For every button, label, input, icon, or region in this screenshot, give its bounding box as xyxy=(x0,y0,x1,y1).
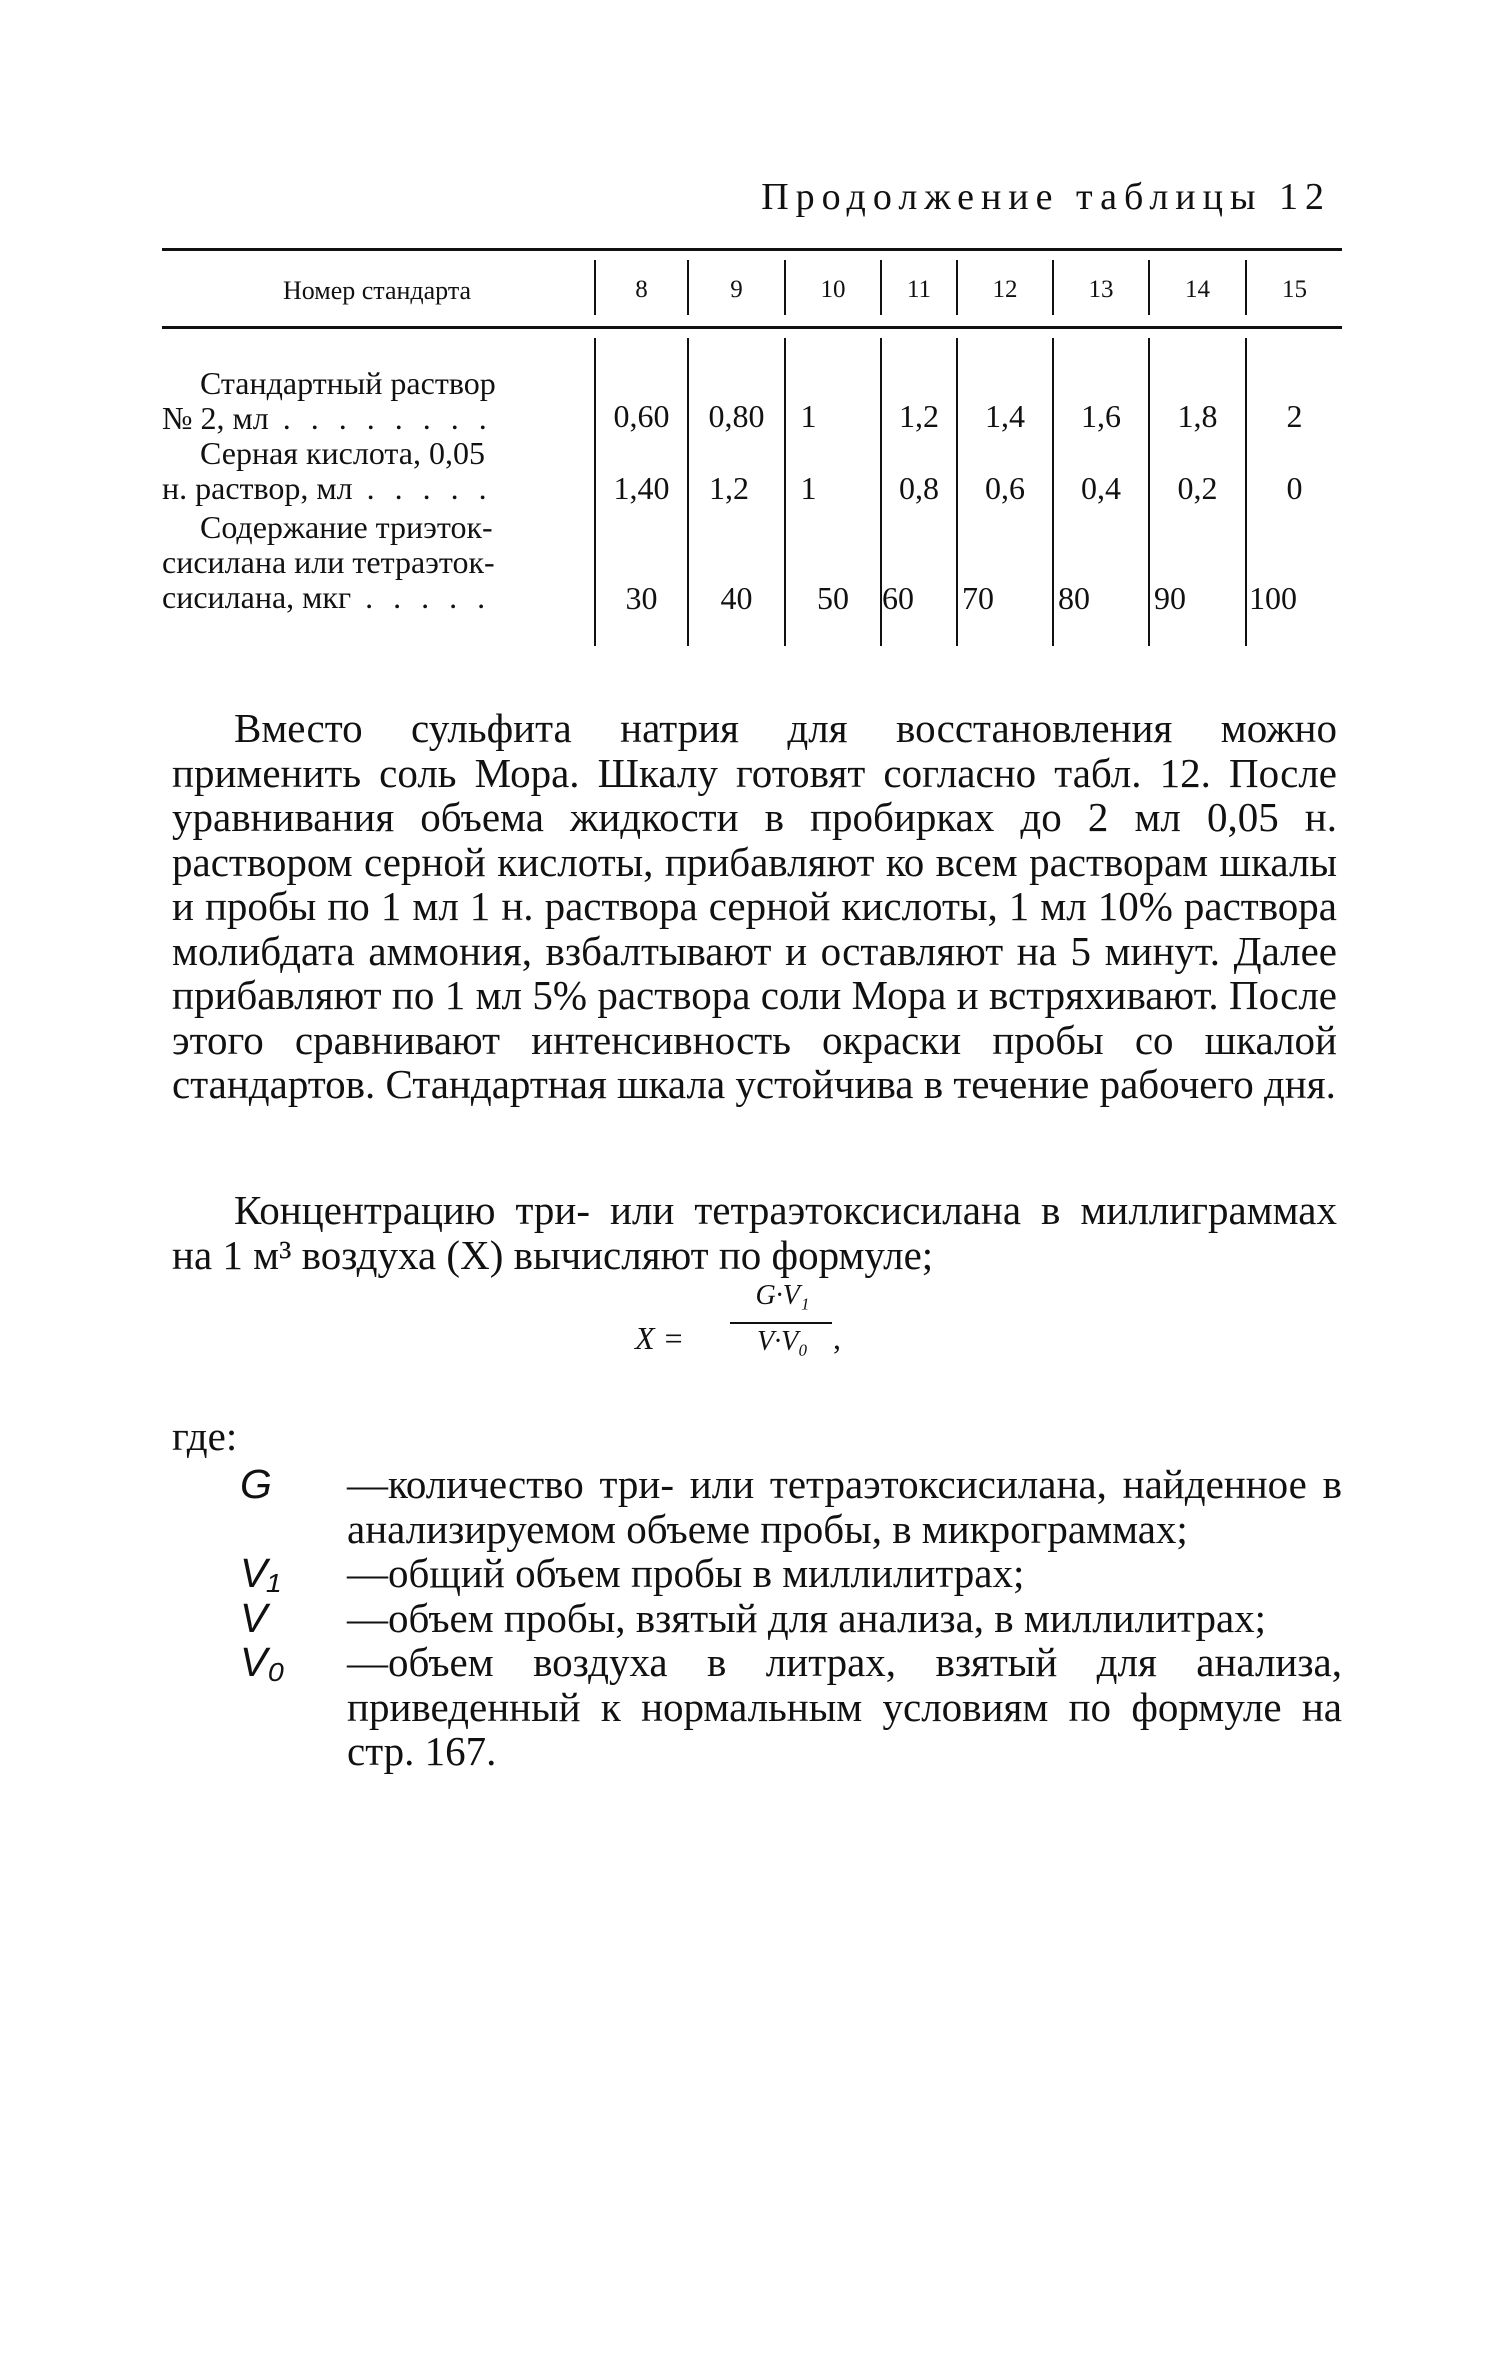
column-header: 13 xyxy=(1088,276,1114,303)
table-cell: 0,4 xyxy=(1081,470,1121,506)
definition-item xyxy=(172,1462,1342,1551)
row-label: Содержание триэток- сисилана или тетраэток- сисилана, мкг . . . . . xyxy=(162,509,495,615)
definition-item xyxy=(172,1640,1342,1774)
fraction-bar xyxy=(730,1322,832,1324)
column-header: 8 xyxy=(635,276,648,303)
formula-numerator: G·V₁ xyxy=(755,1280,810,1311)
definition-symbol: G xyxy=(240,1461,272,1507)
table-cell: 70 xyxy=(962,580,994,616)
definitions-list xyxy=(172,1462,1342,1774)
formula-comma: , xyxy=(833,1320,841,1356)
column-header: 11 xyxy=(906,276,932,303)
table-cell: 2 xyxy=(1286,398,1303,434)
where-label: где: xyxy=(172,1413,238,1459)
table-cell: 1,2 xyxy=(709,470,749,506)
standards-table xyxy=(162,248,1342,648)
table-cell: 0,8 xyxy=(899,470,939,506)
definition-item xyxy=(172,1596,1342,1641)
definition-text: —общий объем пробы в миллилитрах; xyxy=(347,1550,1025,1596)
table-cell: 1,6 xyxy=(1081,398,1121,434)
table-cell: 1,40 xyxy=(613,470,670,506)
table-cell: 80 xyxy=(1058,580,1090,616)
table-cell: 0,80 xyxy=(708,398,765,434)
table-cell: 100 xyxy=(1249,580,1297,616)
column-header: 15 xyxy=(1282,276,1307,303)
table-cell: 1,2 xyxy=(899,398,939,434)
table-cell: 90 xyxy=(1154,580,1186,616)
table-cell: 50 xyxy=(817,580,849,616)
formula-denominator: V·V₀ xyxy=(757,1326,808,1357)
definition-symbol: V₁ xyxy=(240,1550,281,1596)
table-cell: 60 xyxy=(882,580,914,616)
table-header-rule xyxy=(162,326,1342,329)
table-cell: 0,6 xyxy=(985,470,1025,506)
formula xyxy=(635,1280,895,1370)
column-header: 10 xyxy=(820,276,846,303)
table-header-label: Номер стандарта xyxy=(282,276,472,305)
body-paragraph: Вместо сульфита натрия для восстановления можно применить соль Мора. Шкалу готовят согласно табл. 12. После уравнивания объема жидкости в пробирках до 2 мл 0,05 н. раствором серной кислоты, прибавляют ко всем растворам шкалы и пробы по 1 мл 1 н. раствора серной кислоты, 1 мл 10% раствора молибдата аммония, взбалтывают и оставляют на 5 минут. Далее прибавляют по 1 мл 5% раствора соли Мора и встряхивают. После этого сравнивают интенсивность окраски пробы со шкалой стандартов. Стандартная шкала устойчива в течение рабочего дня. xyxy=(172,705,1337,1107)
row-label: Серная кислота, 0,05 н. раствор, мл . . . . . xyxy=(162,435,493,506)
table-cell: 30 xyxy=(625,580,658,616)
table-cell: 0 xyxy=(1286,470,1303,506)
table-cell: 0,2 xyxy=(1177,470,1218,506)
column-header: 12 xyxy=(992,276,1018,303)
table-cell: 1 xyxy=(800,398,817,434)
definition-text: —объем пробы, взятый для анализа, в миллилитрах; xyxy=(347,1594,1267,1641)
column-header: 14 xyxy=(1185,276,1210,303)
row-label: Стандартный раствор № 2, мл . . . . . . . . xyxy=(162,365,496,436)
column-header: 9 xyxy=(730,276,743,303)
table-caption: Продолжение таблицы 12 xyxy=(761,176,1331,218)
definition-symbol: V xyxy=(240,1594,268,1641)
body-paragraph: Концентрацию три- или тетраэтоксисилана в миллиграммах на 1 м³ воздуха (X) вычисляют по формуле; xyxy=(172,1187,1337,1278)
table-top-rule xyxy=(162,248,1342,251)
definition-text: —объем воздуха в литрах, взятый для анализа, приведенный к нормальным условиям по формуле на стр. 167. xyxy=(347,1639,1342,1774)
formula-lhs: X = xyxy=(635,1320,685,1356)
table-cell: 1,4 xyxy=(985,398,1025,434)
definition-symbol: V₀ xyxy=(240,1639,285,1685)
table-cell: 1 xyxy=(800,470,817,506)
table-cell: 0,60 xyxy=(613,398,670,434)
definition-item xyxy=(172,1551,1342,1596)
table-cell: 40 xyxy=(720,580,753,616)
table-cell: 1,8 xyxy=(1177,398,1218,434)
definition-text: —количество три- или тетраэтоксисилана, найденное в анализируемом объеме пробы, в микрограммах; xyxy=(347,1461,1342,1552)
